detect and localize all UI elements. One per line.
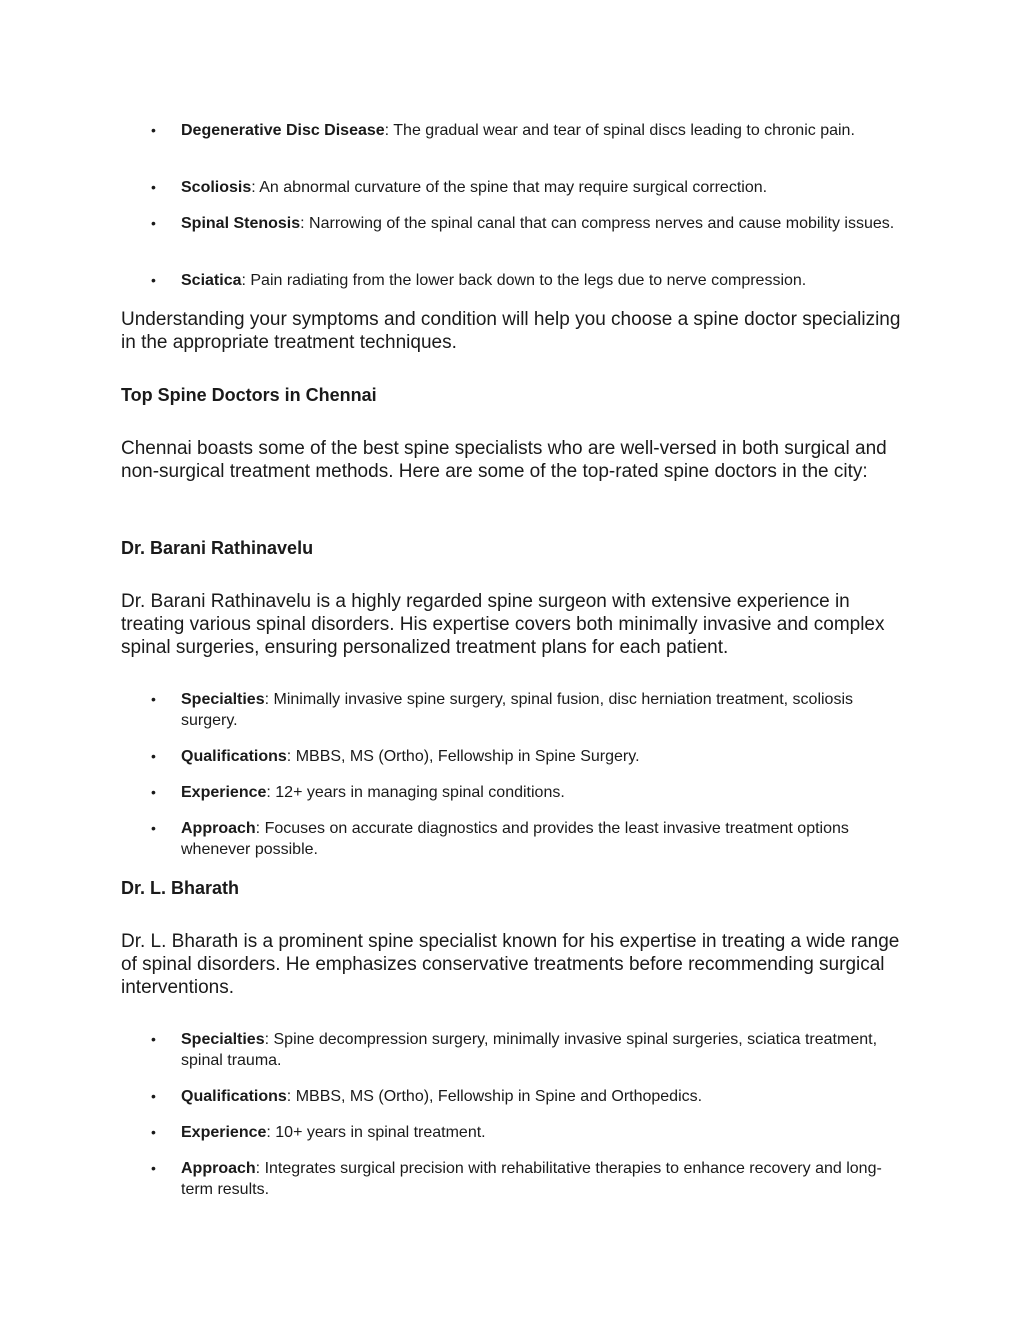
list-item (121, 746, 911, 782)
bullet-icon: • (151, 1088, 156, 1104)
bullet-icon: • (151, 215, 156, 231)
doctor2-intro: Dr. L. Bharath is a prominent spine specialist known for his expertise in treating a wide range of spinal disorders. He emphasizes conservative treatments before recommending surgical interventions. (121, 931, 900, 998)
list-item (121, 1122, 911, 1158)
condition-term: Degenerative Disc Disease (181, 122, 385, 139)
condition-term: Spinal Stenosis (181, 215, 301, 232)
bullet-icon: • (151, 784, 156, 800)
intro-paragraph: Chennai boasts some of the best spine specialists who are well-versed in both surgical and non-surgical treatment methods. Here are some of the top-rated spine doctors in the city: (121, 438, 887, 482)
list-item (121, 120, 911, 177)
detail-term: Experience (181, 784, 267, 801)
detail-desc: : MBBS, MS (Ortho), Fellowship in Spine Surgery. (286, 748, 640, 765)
condition-desc: : An abnormal curvature of the spine that may require surgical correction. (251, 179, 768, 196)
detail-term: Approach (181, 1160, 256, 1177)
detail-desc: : MBBS, MS (Ortho), Fellowship in Spine and Orthopedics. (286, 1088, 703, 1105)
detail-term: Qualifications (181, 1088, 287, 1105)
doctor2-details-list (121, 1029, 911, 1203)
condition-desc: : The gradual wear and tear of spinal discs leading to chronic pain. (384, 122, 855, 139)
bullet-icon: • (151, 691, 156, 707)
list-item (121, 1029, 911, 1086)
section-heading: Top Spine Doctors in Chennai (121, 385, 377, 405)
detail-term: Approach (181, 820, 256, 837)
list-item (121, 1158, 911, 1203)
detail-desc: : Focuses on accurate diagnostics and provides the least invasive treatment options whenever possible. (181, 820, 849, 858)
doctor2-name: Dr. L. Bharath (121, 878, 240, 898)
list-item (121, 213, 911, 270)
condition-term: Sciatica (181, 272, 242, 289)
detail-desc: : Integrates surgical precision with rehabilitative therapies to enhance recovery and long-term results. (181, 1160, 882, 1198)
list-item (121, 1086, 911, 1122)
bullet-icon: • (151, 748, 156, 764)
doctor1-name: Dr. Barani Rathinavelu (121, 538, 314, 558)
condition-desc: : Pain radiating from the lower back down to the legs due to nerve compression. (241, 272, 807, 289)
list-item (121, 270, 911, 294)
detail-term: Qualifications (181, 748, 287, 765)
bullet-icon: • (151, 179, 156, 195)
detail-term: Specialties (181, 1031, 265, 1048)
bullet-icon: • (151, 1031, 156, 1047)
bullet-icon: • (151, 122, 156, 138)
detail-desc: : 12+ years in managing spinal conditions. (266, 784, 565, 801)
condition-term: Scoliosis (181, 179, 252, 196)
conditions-list (121, 120, 911, 294)
doctor1-intro: Dr. Barani Rathinavelu is a highly regarded spine surgeon with extensive experience in treating various spinal disorders. His expertise covers both minimally invasive and complex spinal surgeries, ensuring personalized treatment plans for each patient. (121, 591, 885, 658)
detail-desc: : Minimally invasive spine surgery, spinal fusion, disc herniation treatment, scoliosis surgery. (181, 691, 854, 729)
list-item (121, 782, 911, 818)
bullet-icon: • (151, 1124, 156, 1140)
detail-term: Experience (181, 1124, 267, 1141)
detail-term: Specialties (181, 691, 265, 708)
bullet-icon: • (151, 272, 156, 288)
list-item (121, 689, 911, 746)
bullet-icon: • (151, 1160, 156, 1176)
detail-desc: : Spine decompression surgery, minimally invasive spinal surgeries, sciatica treatment, spinal trauma. (181, 1031, 878, 1069)
list-item (121, 818, 911, 863)
doctor1-details-list (121, 689, 911, 863)
understanding-paragraph: Understanding your symptoms and condition will help you choose a spine doctor specializing in the appropriate treatment techniques. (121, 309, 901, 353)
bullet-icon: • (151, 820, 156, 836)
condition-desc: : Narrowing of the spinal canal that can compress nerves and cause mobility issues. (300, 215, 895, 232)
detail-desc: : 10+ years in spinal treatment. (266, 1124, 486, 1141)
list-item (121, 177, 911, 213)
